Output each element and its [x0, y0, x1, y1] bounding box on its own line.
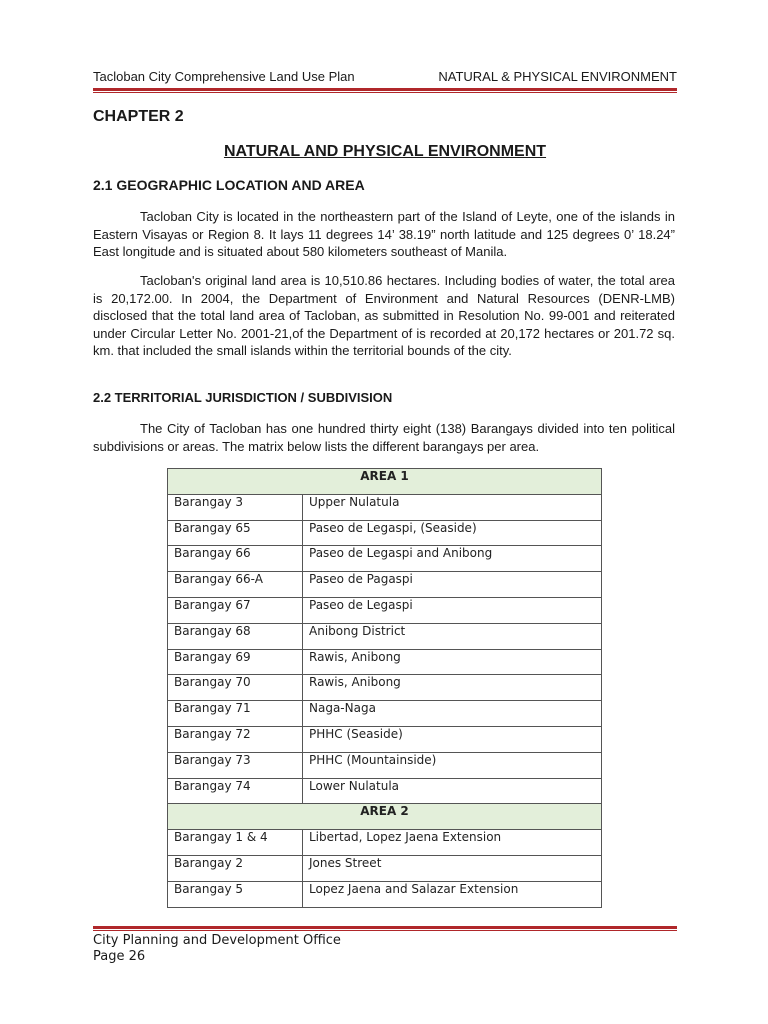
barangay-location: Libertad, Lopez Jaena Extension — [303, 830, 602, 856]
barangay-number: Barangay 69 — [168, 649, 303, 675]
table-row — [168, 597, 602, 623]
footer-office: City Planning and Development Office — [93, 933, 341, 948]
barangay-location: PHHC (Seaside) — [303, 726, 602, 752]
table-row — [168, 701, 602, 727]
area-1-title: AREA 1 — [168, 469, 602, 495]
section-2-1-paragraph-1: Tacloban City is located in the northeastern part of the Island of Leyte, one of the islands in Eastern Visayas or Region 8. It lays 11 degrees 14’ 38.19” north latitude and 125 degrees 0’ 18.24” East longitude and is situated about 580 kilometers southeast of Manila. — [93, 209, 675, 260]
area-1-header-row — [168, 469, 602, 495]
barangay-location: Lopez Jaena and Salazar Extension — [303, 881, 602, 907]
barangay-location: Naga-Naga — [303, 701, 602, 727]
barangay-number: Barangay 72 — [168, 726, 303, 752]
barangay-number: Barangay 71 — [168, 701, 303, 727]
header-chapter-title: NATURAL & PHYSICAL ENVIRONMENT — [438, 69, 677, 84]
chapter-title: NATURAL AND PHYSICAL ENVIRONMENT — [223, 143, 547, 160]
table-row — [168, 623, 602, 649]
barangay-location: PHHC (Mountainside) — [303, 752, 602, 778]
barangay-number: Barangay 67 — [168, 597, 303, 623]
area-2-title: AREA 2 — [168, 804, 602, 830]
barangay-number: Barangay 5 — [168, 881, 303, 907]
table-row — [168, 649, 602, 675]
section-2-1-heading: 2.1 GEOGRAPHIC LOCATION AND AREA — [93, 177, 365, 193]
barangay-location: Anibong District — [303, 623, 602, 649]
table-row — [168, 726, 602, 752]
header-rule-thin — [93, 92, 677, 93]
table-row — [168, 855, 602, 881]
barangay-location: Rawis, Anibong — [303, 675, 602, 701]
table-row — [168, 546, 602, 572]
section-2-1-paragraph-2: Tacloban's original land area is 10,510.86 hectares. Including bodies of water, the total area is 20,172.00. In 2004, the Department of Environment and Natural Resources (DENR-LMB) disclosed that the total land area of Tacloban, as submitted in Resolution No. 99-001 and reiterated under Circular Letter No. 2001-21,of the Department of is recorded at 20,172 hectares or 201.72 sq. km. that included the small islands within the territorial bounds of the city. — [93, 273, 675, 359]
header-document-title: Tacloban City Comprehensive Land Use Plan — [93, 69, 355, 84]
section-2-2-paragraph: The City of Tacloban has one hundred thirty eight (138) Barangays divided into ten political subdivisions or areas. The matrix below lists the different barangays per area. — [93, 421, 675, 454]
barangay-location: Jones Street — [303, 855, 602, 881]
barangay-number: Barangay 70 — [168, 675, 303, 701]
footer-rule-thin — [93, 930, 677, 931]
table-row — [168, 752, 602, 778]
barangay-number: Barangay 66-A — [168, 572, 303, 598]
barangay-number: Barangay 73 — [168, 752, 303, 778]
page-number: Page 26 — [93, 949, 146, 964]
barangay-number: Barangay 68 — [168, 623, 303, 649]
barangay-number: Barangay 3 — [168, 494, 303, 520]
table-row — [168, 830, 602, 856]
barangay-number: Barangay 1 & 4 — [168, 830, 303, 856]
barangay-location: Rawis, Anibong — [303, 649, 602, 675]
area-2-header-row — [168, 804, 602, 830]
barangay-table — [167, 468, 602, 908]
table-row — [168, 675, 602, 701]
running-header — [93, 69, 677, 87]
footer-rule-thick — [93, 926, 677, 929]
barangay-number: Barangay 2 — [168, 855, 303, 881]
barangay-number: Barangay 74 — [168, 778, 303, 804]
table-row — [168, 520, 602, 546]
table-row — [168, 494, 602, 520]
barangay-location: Paseo de Pagaspi — [303, 572, 602, 598]
barangay-location: Upper Nulatula — [303, 494, 602, 520]
section-2-2-heading: 2.2 TERRITORIAL JURISDICTION / SUBDIVISION — [93, 390, 393, 405]
table-row — [168, 778, 602, 804]
barangay-location: Lower Nulatula — [303, 778, 602, 804]
barangay-location: Paseo de Legaspi and Anibong — [303, 546, 602, 572]
chapter-label: CHAPTER 2 — [93, 108, 184, 125]
barangay-location: Paseo de Legaspi, (Seaside) — [303, 520, 602, 546]
table-row — [168, 881, 602, 907]
barangay-number: Barangay 65 — [168, 520, 303, 546]
barangay-location: Paseo de Legaspi — [303, 597, 602, 623]
table-row — [168, 572, 602, 598]
header-rule-thick — [93, 88, 677, 91]
barangay-number: Barangay 66 — [168, 546, 303, 572]
